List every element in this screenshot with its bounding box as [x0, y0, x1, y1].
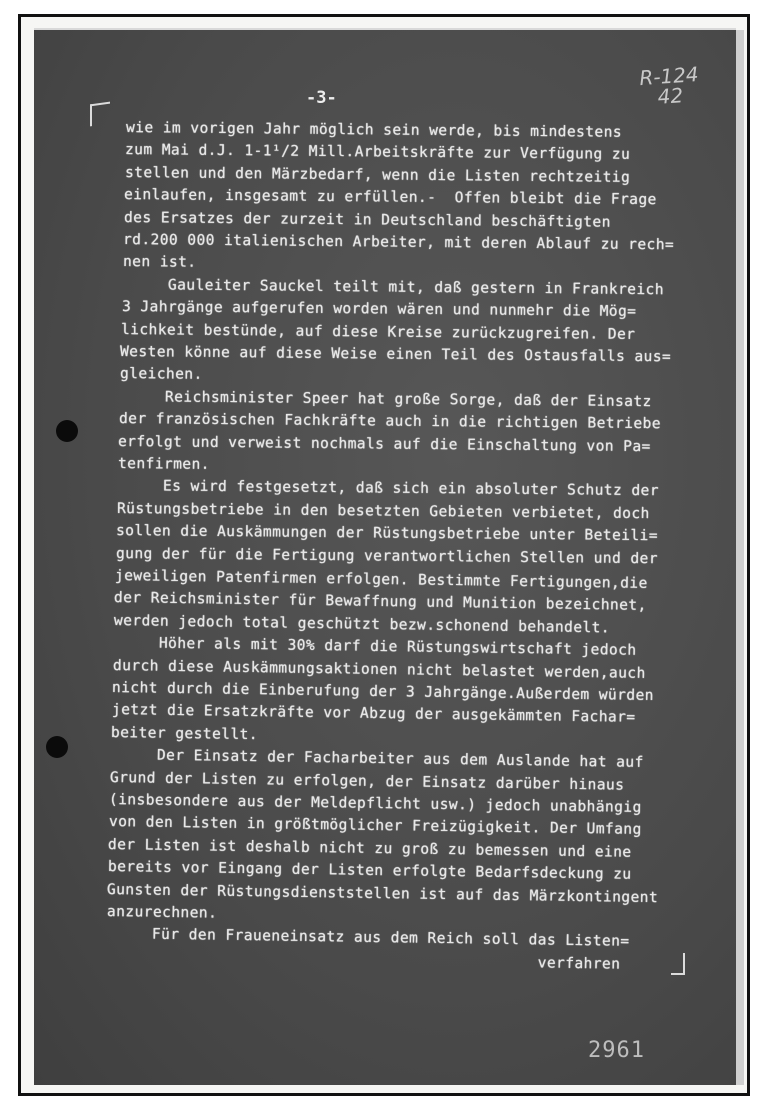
archive-ref-number: 42 [656, 83, 684, 109]
text-line: Reichsminister Speer hat große Sorge, daß der Einsatz [118, 387, 652, 410]
text-line: Höher als mit 30% darf die Rüstungswirtschaft jedoch [112, 634, 637, 659]
corner-bracket-bottom-right [671, 953, 685, 975]
text-line: Es wird festgesetzt, daß sich ein absoluter Schutz der [116, 477, 660, 500]
text-line: sollen die Auskämmungen der Rüstungsbetriebe unter Beteili= [115, 522, 659, 545]
text-line: Rüstungsbetriebe in den besetzten Gebieten verbietet, doch [116, 499, 650, 522]
text-line: durch diese Auskämmungsaktionen nicht belastet werden,auch [112, 656, 646, 682]
punch-hole-lower [46, 736, 68, 758]
text-line: gung der für die Fertigung verantwortlichen Stellen und der [115, 544, 659, 567]
text-line: jetzt die Ersatzkräfte vor Abzug der ausgekämmten Fachar= [111, 701, 636, 727]
text-line: werden jedoch total geschützt bezw.schonend behandelt. [113, 611, 611, 637]
sheet-right-edge [736, 30, 744, 1085]
text-line: Der Einsatz der Facharbeiter aus dem Auslande hat auf [110, 746, 644, 772]
text-line: verfahren [105, 947, 621, 973]
text-line: nen ist. [122, 253, 197, 272]
text-line: nicht durch die Einberufung der 3 Jahrgänge.Außerdem würden [111, 679, 655, 705]
corner-bracket-top-left [90, 102, 110, 127]
text-line: einlaufen, insgesamt zu erfüllen.- Offen bleibt die Frage [123, 186, 657, 209]
text-line: der Reichsminister für Bewaffnung und Munition bezeichnet, [113, 589, 647, 615]
text-line: der Listen ist deshalb nicht zu groß zu bemessen und eine [107, 835, 632, 861]
text-line: erfolgt und verweist nochmals auf die Einschaltung von Pa= [117, 432, 651, 455]
text-line: tenfirmen. [117, 455, 210, 473]
text-line: jeweiligen Patenfirmen erfolgen. Bestimmte Fertigungen,die [114, 567, 648, 592]
text-line: 3 Jahrgänge aufgerufen worden wären und nunmehr die Mög= [121, 298, 637, 321]
text-line: Westen könne auf diese Weise einen Teil des Ostausfalls aus= [119, 343, 672, 366]
text-line: des Ersatzes der zurzeit in Deutschland beschäftigten [123, 208, 611, 231]
text-line: bereits vor Eingang der Listen erfolgte Bedarfsdeckung zu [107, 858, 632, 883]
text-line: von den Listen in größtmöglicher Freizügigkeit. Der Umfang [108, 813, 642, 839]
stamp-number: 2961 [588, 1038, 645, 1063]
archive-ref-code: R-124 [638, 61, 700, 91]
text-line: der französischen Fachkräfte auch in die richtigen Betriebe [118, 410, 662, 433]
text-line: gleichen. [119, 365, 203, 384]
archive-reference-handwritten [638, 61, 701, 109]
text-line: Gauleiter Sauckel teilt mit, daß gestern in Frankreich [121, 275, 665, 298]
text-line: Grund der Listen zu erfolgen, der Einsatz darüber hinaus [109, 768, 625, 794]
page-number: -3- [306, 88, 337, 108]
text-line: lichkeit bestünde, auf diese Kreise zurückzugreifen. Der [120, 320, 636, 343]
text-line: (insbesondere aus der Meldepflicht usw.) jedoch unabhängig [108, 791, 642, 816]
text-line: wie im vorigen Jahr möglich sein werde, bis mindestens [125, 119, 623, 141]
text-line: Für den Fraueneinsatz aus dem Reich soll das Listen= [105, 925, 630, 951]
text-line: beiter gestellt. [110, 723, 259, 743]
text-line: rd.200 000 italienischen Arbeiter, mit deren Ablauf zu rech= [122, 231, 675, 254]
text-line: stellen und den Märzbedarf, wenn die Listen rechtzeitig [124, 163, 631, 186]
text-line: zum Mai d.J. 1-1¹/2 Mill.Arbeitskräfte zur Verfügung zu [124, 141, 631, 164]
text-line: anzurechnen. [106, 903, 218, 922]
punch-hole-upper [56, 420, 78, 442]
text-line: Gunsten der Rüstungsdienststellen ist auf das Märzkontingent [106, 880, 659, 906]
